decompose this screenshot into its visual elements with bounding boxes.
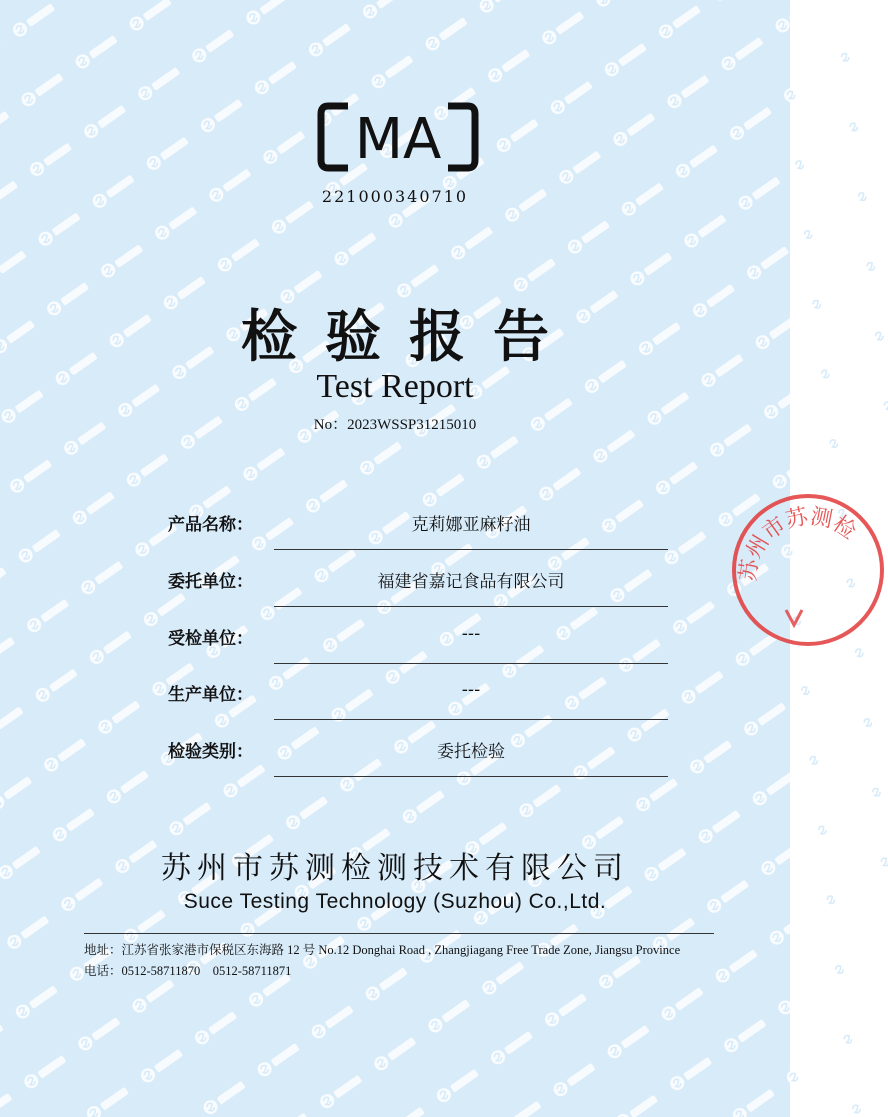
field-underline [274, 549, 668, 550]
cma-mark-icon [318, 102, 478, 172]
cma-number: 221000340710 [321, 187, 469, 206]
field-value: --- [461, 680, 481, 700]
field-client [168, 567, 668, 607]
company-name-cn: 苏州市苏测检测技术有限公司 [161, 851, 629, 886]
field-underline [274, 606, 668, 607]
field-value: 委托检验 [437, 742, 505, 762]
field-label: 委托单位： [168, 572, 253, 592]
footer-divider [84, 933, 714, 934]
field-label: 生产单位： [168, 685, 253, 705]
field-value: 克莉娜亚麻籽油 [411, 515, 531, 535]
report-title-en: Test Report [316, 368, 474, 405]
field-value: 福建省嘉记食品有限公司 [377, 572, 565, 592]
field-label: 受检单位： [168, 629, 253, 649]
field-product-name [168, 510, 668, 550]
field-manufacturer [168, 680, 668, 720]
company-phone: 电话：0512-58711870 0512-58711871 [84, 964, 292, 978]
field-value: --- [461, 624, 481, 644]
field-label: 产品名称： [168, 515, 253, 535]
company-name-en: Suce Testing Technology (Suzhou) Co.,Ltd. [183, 890, 607, 913]
field-underline [274, 663, 668, 664]
company-seal-stamp [728, 490, 888, 650]
report-title-cn: 检验报告 [241, 305, 577, 370]
field-underline [274, 719, 668, 720]
company-address: 地址：江苏省张家港市保税区东海路 12 号 No.12 Donghai Road , Zhangjiagang Free Trade Zone, Jiangsu Province [84, 943, 681, 957]
field-underline [274, 776, 668, 777]
field-inspected-unit [168, 624, 668, 664]
cma-mark-text: MA [354, 107, 442, 172]
field-label: 检验类别： [168, 742, 253, 762]
field-inspection-type [168, 737, 668, 777]
svg-text:苏州市苏测检: 苏州市苏测检 [736, 504, 861, 583]
report-number: No：2023WSSP31215010 [313, 417, 477, 433]
